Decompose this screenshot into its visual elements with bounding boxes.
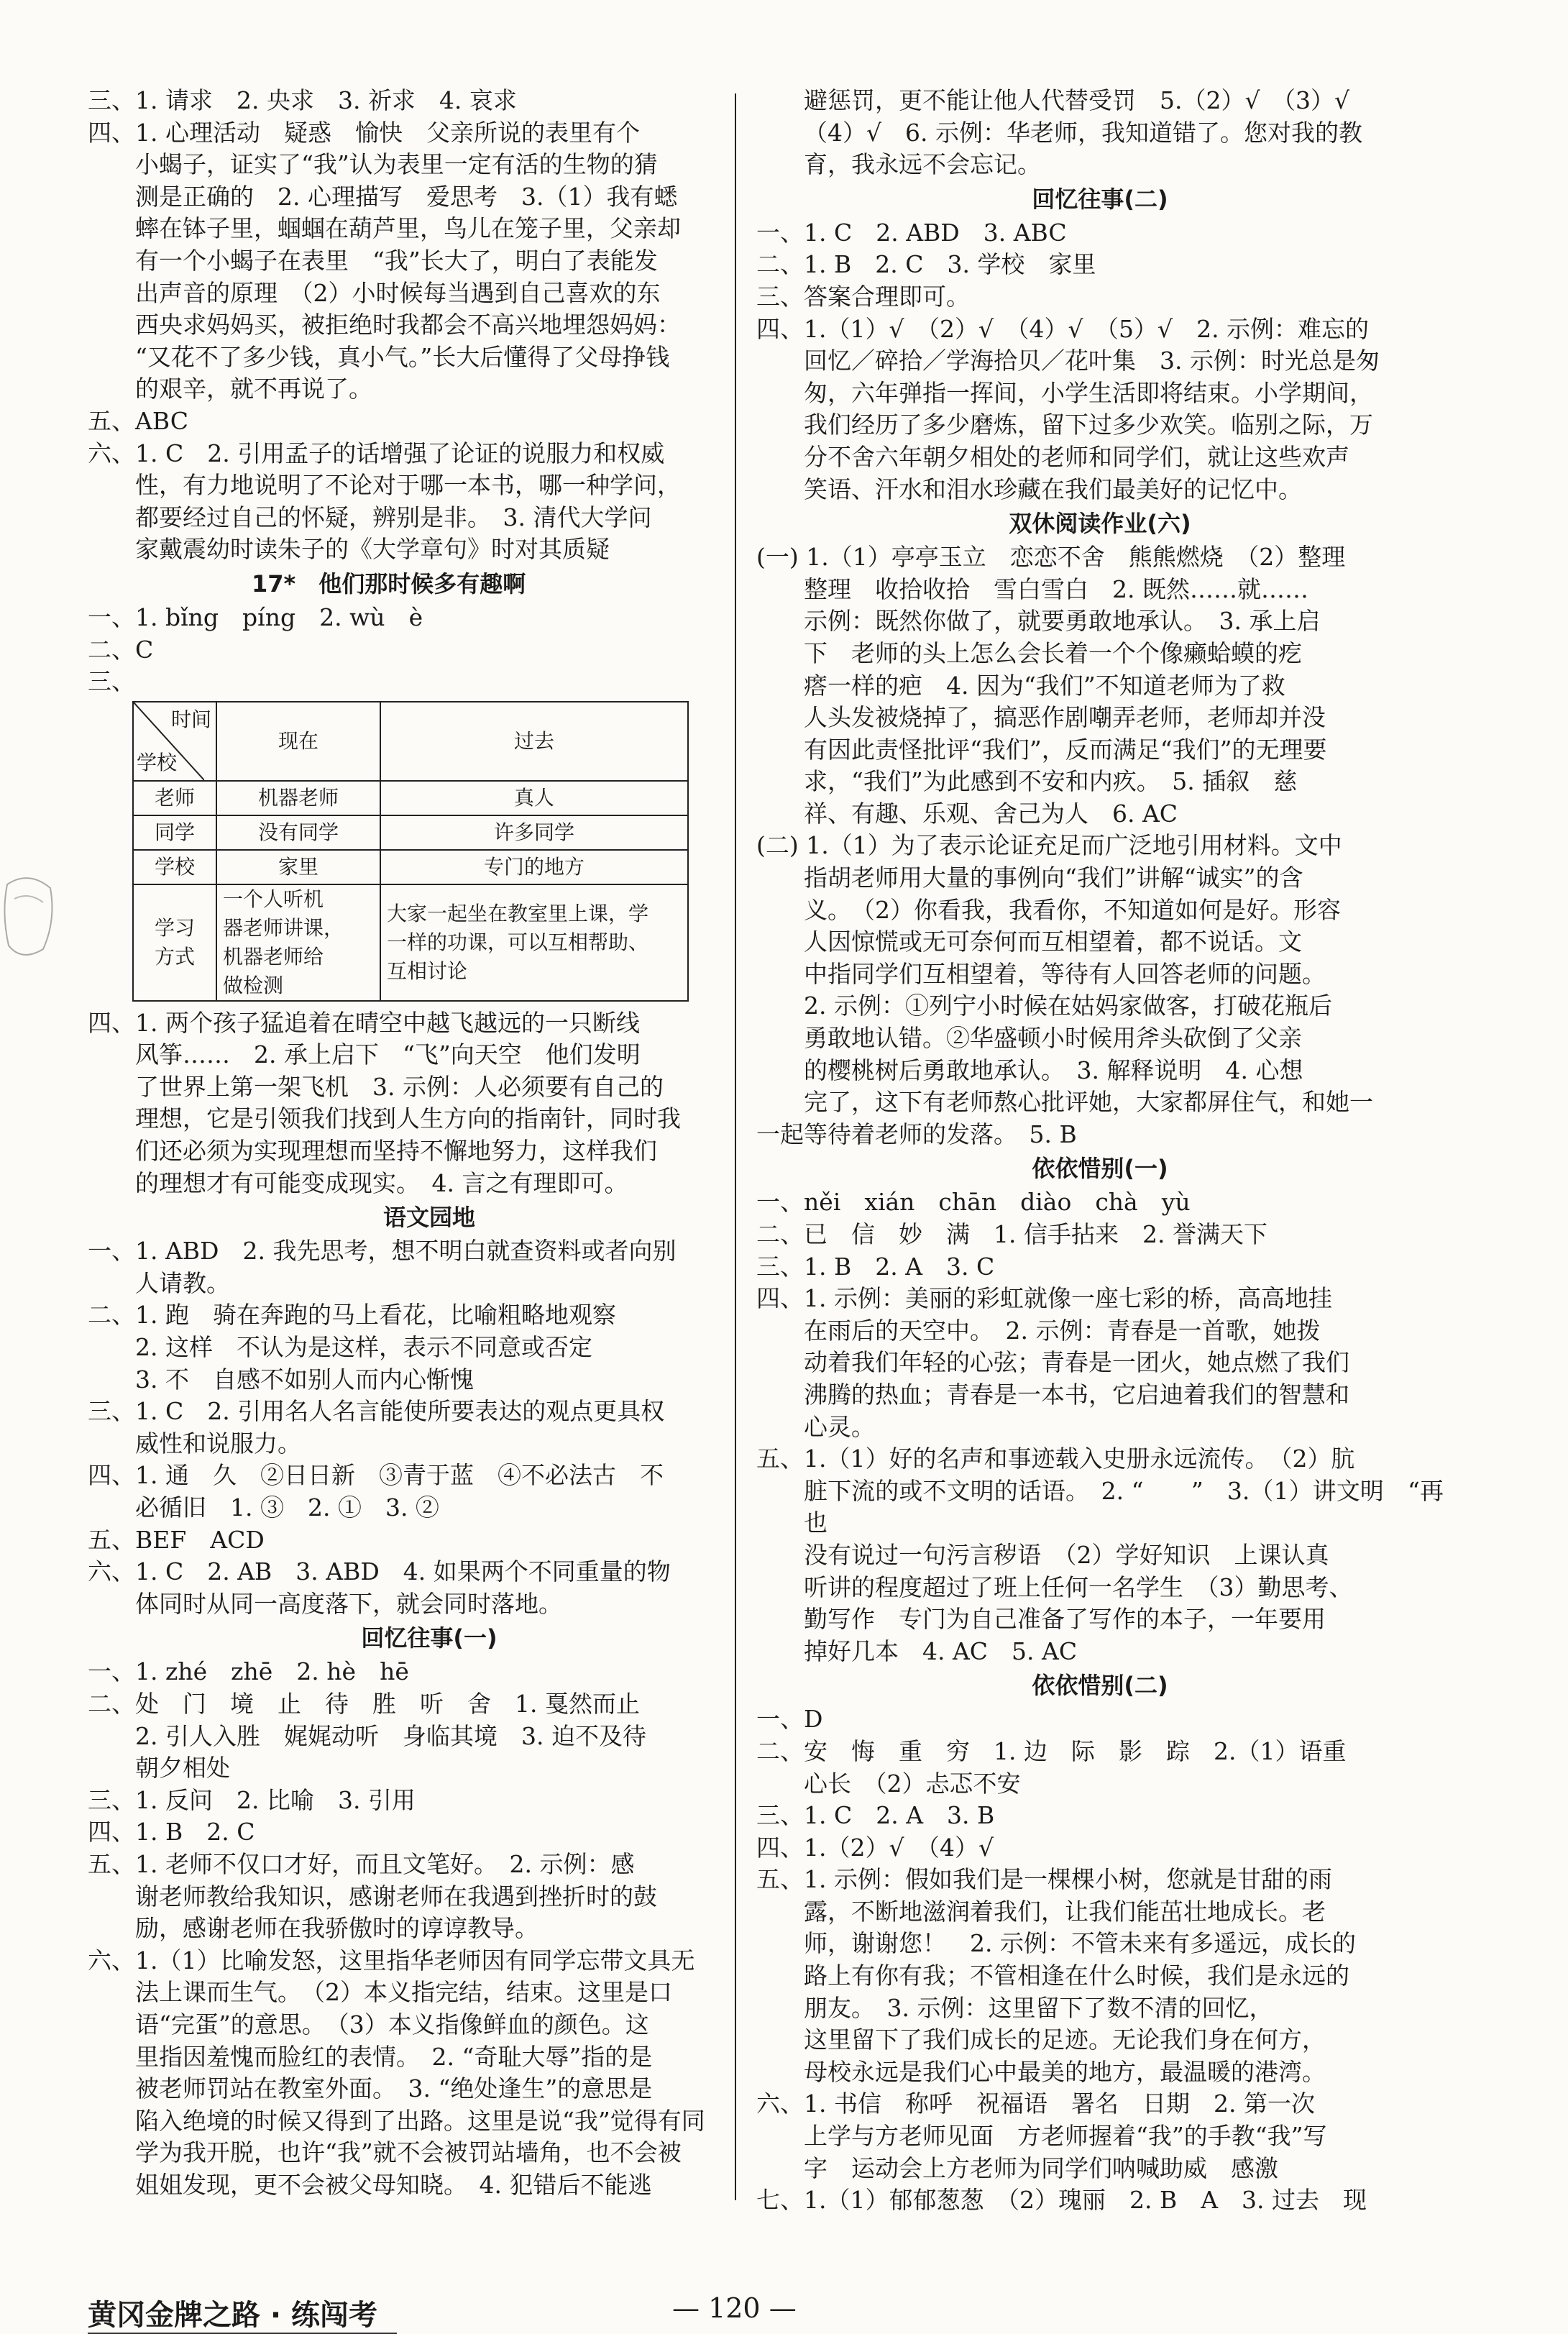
answer-line: 里指因羞愧而脸红的表情。 2. “奇耻大辱”指的是 xyxy=(135,2042,653,2071)
answer-line: 露，不断地滋润着我们，让我们能茁壮地成长。老 xyxy=(804,1897,1326,1926)
right-column xyxy=(756,85,1444,2217)
answer-line: 人请教。 xyxy=(135,1268,230,1297)
answer-line: 掉好几本 4. AC 5. AC xyxy=(804,1637,1078,1665)
side-stamp xyxy=(0,870,58,964)
answer-line: 五、1. 示例：假如我们是一棵棵小树，您就是甘甜的雨 xyxy=(756,1865,1332,1894)
answer-line: （4）√ 6. 示例：华老师，我知道错了。您对我的教 xyxy=(804,118,1362,147)
col-header-now: 现在 xyxy=(216,702,380,781)
answer-line: 一、1. C 2. ABD 3. ABC xyxy=(756,218,1067,247)
answer-line: 一、1. ABD 2. 我先思考，想不明白就查资料或者向别 xyxy=(88,1237,677,1266)
page-number: — 120 — xyxy=(672,2292,797,2324)
cell-line: 机器老师给 xyxy=(223,944,324,969)
left-column xyxy=(88,85,771,2201)
answer-line: 有因此责怪批评“我们”，反而满足“我们”的无理要 xyxy=(804,735,1327,764)
answer-line: “又花不了多少钱，真小气。”长大后懂得了父母挣钱 xyxy=(135,342,670,371)
answer-line: 二、1. B 2. C 3. 学校 家里 xyxy=(756,250,1096,279)
answer-line: 这里留下了我们成长的足迹。无论我们身在何方， xyxy=(804,2026,1326,2054)
answer-line: 下 老师的头上怎么会长着一个个像癞蛤蟆的疙 xyxy=(804,639,1302,667)
answer-line: 二、1. 跑 骑在奔跑的马上看花，比喻粗略地观察 xyxy=(88,1301,616,1330)
cell-now: 机器老师 xyxy=(216,781,380,815)
answer-line: 瘩一样的疤 4. 因为“我们”不知道老师为了救 xyxy=(804,671,1285,700)
answer-line: 母校永远是我们心中最美的地方，最温暖的港湾。 xyxy=(804,2057,1326,2086)
table-row xyxy=(133,781,688,815)
answer-line: 二、已 信 妙 满 1. 信手拈来 2. 誉满天下 xyxy=(756,1220,1267,1248)
lesson-17-title: 17* 他们那时候多有趣啊 xyxy=(252,569,526,598)
row-label: 同学 xyxy=(133,815,216,850)
answers-block-1 xyxy=(88,85,771,566)
answer-line: 回忆／碎拾／学海拾贝／花叶集 3. 示例：时光总是匆 xyxy=(804,347,1380,375)
cell-past xyxy=(380,884,688,1001)
answer-line: 整理 收拾收拾 雪白雪白 2. 既然……就…… xyxy=(804,575,1308,603)
answer-line: 动着我们年轻的心弦；青春是一团火，她点燃了我们 xyxy=(804,1348,1349,1377)
answer-line: 祥、有趣、乐观、舍己为人 6. AC xyxy=(804,799,1178,828)
answer-line: 有一个小蝎子在表里 “我”长大了，明白了表能发 xyxy=(135,246,658,275)
answer-line: 体同时从同一高度落下，就会同时落地。 xyxy=(135,1589,562,1618)
answer-line: 人头发被烧掉了，搞恶作剧嘲弄老师，老师却并没 xyxy=(804,703,1326,732)
answer-line: (一) 1.（1）亭亭玉立 恋恋不舍 熊熊燃烧 （2）整理 xyxy=(756,543,1346,572)
cell-line: 大家一起坐在教室里上课，学 xyxy=(387,901,649,925)
answer-line: 必循旧 1. ③ 2. ① 3. ② xyxy=(135,1493,439,1521)
cell-past: 许多同学 xyxy=(380,815,688,850)
answer-line: 2. 引人入胜 娓娓动听 身临其境 3. 迫不及待 xyxy=(135,1721,646,1750)
answers-block-4 xyxy=(88,1235,771,1620)
answer-line: 三、1. 请求 2. 央求 3. 祈求 4. 哀求 xyxy=(88,86,517,114)
answer-line: 一、něi xián chān diào chà yù xyxy=(756,1188,1191,1217)
col-header-past: 过去 xyxy=(380,702,688,781)
answer-line: 一起等待着老师的发落。 5. B xyxy=(756,1120,1077,1148)
label-line: 学习 xyxy=(154,915,195,940)
answer-line: 中指同学们互相望着，等待有人回答老师的问题。 xyxy=(804,959,1326,988)
answers-block-3 xyxy=(88,1007,771,1200)
answer-line: 语“完蛋”的意思。 （3）本义指像鲜血的颜色。这 xyxy=(135,2010,649,2038)
answer-line: 二、C xyxy=(88,635,154,664)
answer-line: 小蝎子，证实了“我”认为表里一定有活的生物的猜 xyxy=(135,150,658,179)
answers-block-5 xyxy=(88,1656,771,2201)
answer-line: 被老师罚站在教室外面。 3. “绝处逢生”的意思是 xyxy=(135,2074,653,2103)
answer-line: 心灵。 xyxy=(804,1412,875,1441)
answer-line: (二) 1.（1）为了表示论证充足而广泛地引用材料。文中 xyxy=(756,831,1342,860)
cell-line: 一个人听机 xyxy=(223,887,324,911)
answer-line: 五、1. 老师不仅口才好，而且文笔好。 2. 示例：感 xyxy=(88,1849,635,1878)
answer-line: 学为我开脱，也许“我”就不会被罚站墙角，也不会被 xyxy=(135,2138,682,2167)
answer-line: 四、1. B 2. C xyxy=(88,1818,255,1846)
cell-now: 没有同学 xyxy=(216,815,380,850)
answer-line: 听讲的程度超过了班上任何一名学生 （3）勤思考、 xyxy=(804,1573,1353,1601)
answers-block-r3 xyxy=(756,541,1444,1150)
answer-line: 四、1.（1）√ （2）√ （4）√ （5）√ 2. 示例：难忘的 xyxy=(756,314,1370,343)
answer-line: 性，有力地说明了不论对于哪一本书，哪一种学问， xyxy=(135,471,681,500)
answer-line: 了世界上第一架飞机 3. 示例：人必须要有自己的 xyxy=(135,1072,664,1101)
answer-line: 的艰辛，就不再说了。 xyxy=(135,375,372,403)
footer-brand: 黄冈金牌之路 · 练闯考 xyxy=(88,2299,378,2332)
answer-line: 西央求妈妈买，被拒绝时我都会不高兴地埋怨妈妈： xyxy=(135,311,681,339)
section-title-huiyi-1: 回忆往事(一) xyxy=(361,1624,498,1652)
answer-line: 一、1. zhé zhē 2. hè hē xyxy=(88,1657,409,1686)
answer-line: 陷入绝境的时候又得到了出路。这里是说“我”觉得有同 xyxy=(135,2106,705,2135)
answer-line: 路上有你有我；不管相逢在什么时候，我们是永远的 xyxy=(804,1962,1349,1990)
answer-line: 二、安 悔 重 穷 1. 边 际 影 踪 2.（1）语重 xyxy=(756,1736,1347,1765)
answer-line: 五、ABC xyxy=(88,406,188,435)
answer-line: 四、1. 两个孩子猛追着在晴空中越飞越远的一只断线 xyxy=(88,1008,640,1037)
cell-now: 家里 xyxy=(216,850,380,884)
answers-block-r4 xyxy=(756,1186,1444,1667)
cell-past: 专门的地方 xyxy=(380,850,688,884)
section-title-yuwen: 语文园地 xyxy=(382,1204,475,1232)
answer-line: 朝夕相处 xyxy=(135,1754,230,1782)
section-title-yiyi-2: 依依惜别(二) xyxy=(1032,1672,1168,1700)
answer-line: 六、1. C 2. 引用孟子的话增强了论证的说服力和权威 xyxy=(88,439,665,467)
answer-line: 都要经过自己的怀疑，辨别是非。 3. 清代大学问 xyxy=(135,503,652,531)
answer-line: 上学与方老师见面 方老师握着“我”的手教“我”写 xyxy=(804,2122,1327,2151)
answer-line: 四、1. 示例：美丽的彩虹就像一座七彩的桥，高高地挂 xyxy=(756,1284,1332,1313)
answer-line: 示例：既然你做了，就要勇敢地承认。 3. 承上启 xyxy=(804,607,1321,636)
answer-line: 五、BEF ACD xyxy=(88,1525,265,1554)
label-line: 方式 xyxy=(154,944,195,969)
section-title-huiyi-2: 回忆往事(二) xyxy=(1032,185,1168,213)
answer-line: 六、1.（1）比喻发怒，这里指华老师因有同学忘带文具无 xyxy=(88,1946,695,1974)
answer-line: 四、1. 通 久 ②日日新 ③青于蓝 ④不必法古 不 xyxy=(88,1461,664,1490)
answers-block-r5 xyxy=(756,1703,1444,2217)
answer-line: 人因惊慌或无可奈何而互相望着，都不说话。文 xyxy=(804,928,1302,956)
answer-line: 匆，六年弹指一挥间，小学生活即将结束。小学期间， xyxy=(804,378,1373,407)
answer-line: 测是正确的 2. 心理描写 爱思考 3.（1）我有蟋 xyxy=(135,182,678,211)
answer-line: 心长 （2）忐忑不安 xyxy=(804,1769,1021,1798)
answer-line: 们还必须为实现理想而坚持不懈地努力，这样我们 xyxy=(135,1137,657,1166)
answer-line: 七、1.（1）郁郁葱葱 （2）瑰丽 2. B A 3. 过去 现 xyxy=(756,2186,1367,2215)
answer-line: 姐姐发现，更不会被父母知晓。 4. 犯错后不能逃 xyxy=(135,2170,652,2199)
answer-line: 一、1. bǐng píng 2. wù è xyxy=(88,603,423,631)
answers-block-2 xyxy=(88,602,771,698)
diag-bottom-label: 学校 xyxy=(137,750,178,774)
answer-line: 沸腾的热血；青春是一本书，它启迪着我们的智慧和 xyxy=(804,1380,1349,1409)
cell-line: 一样的功课，可以互相帮助、 xyxy=(387,930,649,954)
answer-line: 三、1. B 2. A 3. C xyxy=(756,1252,995,1281)
cell-now xyxy=(216,884,380,1001)
cell-past: 真人 xyxy=(380,781,688,815)
answer-line: 师，谢谢您！ 2. 示例：不管未来有多遥远，成长的 xyxy=(804,1929,1356,1958)
table-row xyxy=(133,884,688,1001)
answer-line: 出声音的原理 （2）小时候每当遇到自己喜欢的东 xyxy=(135,278,661,307)
comparison-table xyxy=(132,701,689,1002)
answer-line: 三、1. C 2. A 3. B xyxy=(756,1801,995,1830)
table-diagonal-header xyxy=(133,702,216,781)
answer-line: 义。 （2）你看我，我看你，不知道如何是好。形容 xyxy=(804,895,1341,924)
answer-line: 勤写作 专门为自己准备了写作的本子，一年要用 xyxy=(804,1605,1326,1634)
answer-line: 蟀在钵子里，蝈蝈在葫芦里，鸟儿在笼子里，父亲却 xyxy=(135,214,681,243)
answer-line: 我们经历了多少磨炼，留下过多少欢笑。临别之际，万 xyxy=(804,411,1373,439)
answer-line: 指胡老师用大量的事例向“我们”讲解“诚实”的含 xyxy=(804,864,1303,892)
cell-line: 做检测 xyxy=(223,973,284,997)
answer-line: 法上课而生气。 （2）本义指完结，结束。这里是口 xyxy=(135,1978,672,2007)
answer-line: 的理想才有可能变成现实。 4. 言之有理即可。 xyxy=(135,1168,628,1197)
answer-line: 没有说过一句污言秽语 （2）学好知识 上课认真 xyxy=(804,1540,1329,1569)
answers-block-r1 xyxy=(756,85,1444,181)
row-label: 老师 xyxy=(133,781,216,815)
answer-line: 字 运动会上方老师为同学们呐喊助威 感激 xyxy=(804,2154,1278,2182)
answer-line: 3. 不 自感不如别人而内心惭愧 xyxy=(135,1365,474,1393)
answer-line: 2. 这样 不认为是这样，表示不同意或否定 xyxy=(135,1333,592,1362)
answer-line: 谢老师教给我知识，感谢老师在我遇到挫折时的鼓 xyxy=(135,1882,657,1910)
answer-line: 育，我永远不会忘记。 xyxy=(804,150,1041,179)
answer-line: 五、1.（1）好的名声和事迹载入史册永远流传。 （2）肮 xyxy=(756,1445,1355,1473)
answer-line: 四、1. 心理活动 疑惑 愉快 父亲所说的表里有个 xyxy=(88,118,640,147)
answer-line: 六、1. C 2. AB 3. ABD 4. 如果两个不同重量的物 xyxy=(88,1557,671,1586)
answer-line: 三、答案合理即可。 xyxy=(756,282,970,311)
answer-line: 分不舍六年朝夕相处的老师和同学们，就让这些欢声 xyxy=(804,442,1349,471)
row-label: 学校 xyxy=(133,850,216,884)
answer-line: 三、 xyxy=(88,667,135,696)
table-row xyxy=(133,815,688,850)
answer-line: 二、处 门 境 止 待 胜 听 舍 1. 戛然而止 xyxy=(88,1689,640,1718)
answer-line: 笑语、汗水和泪水珍藏在我们最美好的记忆中。 xyxy=(804,475,1302,503)
answer-line: 理想，它是引领我们找到人生方向的指南针，同时我 xyxy=(135,1104,681,1133)
answer-line: 朋友。 3. 示例：这里留下了数不清的回忆， xyxy=(804,1993,1273,2022)
answer-line: 勇敢地认错。②华盛顿小时候用斧头砍倒了父亲 xyxy=(804,1024,1302,1053)
answer-line: 求，“我们”为此感到不安和内疚。 5. 插叙 慈 xyxy=(804,767,1298,796)
answer-line: 励，感谢老师在我骄傲时的谆谆教导。 xyxy=(135,1914,538,1943)
answer-line: 威性和说服力。 xyxy=(135,1429,301,1457)
diag-top-label: 时间 xyxy=(170,707,211,731)
section-title-shuangxiu: 双休阅读作业(六) xyxy=(1009,510,1191,538)
row-label xyxy=(133,884,216,1001)
answer-line: 风筝…… 2. 承上启下 “飞”向天空 他们发明 xyxy=(135,1040,641,1069)
cell-line: 器老师讲课， xyxy=(223,915,344,940)
answer-line: 2. 示例：①列宁小时候在姑妈家做客，打破花瓶后 xyxy=(804,992,1332,1020)
cell-line: 互相讨论 xyxy=(387,958,468,983)
answer-line: 在雨后的天空中。 2. 示例：青春是一首歌，她拨 xyxy=(804,1316,1321,1345)
answer-line: 三、1. C 2. 引用名人名言能使所要表达的观点更具权 xyxy=(88,1397,665,1426)
answer-line: 三、1. 反问 2. 比喻 3. 引用 xyxy=(88,1785,416,1814)
section-title-yiyi-1: 依依惜别(一) xyxy=(1032,1155,1168,1183)
answers-block-r2 xyxy=(756,217,1444,505)
answer-line: 家戴震幼时读朱子的《大学章句》时对其质疑 xyxy=(135,535,610,564)
answer-line: 脏下流的或不文明的话语。 2. “ ” 3.（1）讲文明 “再也 xyxy=(804,1476,1444,1537)
answer-line: 的樱桃树后勇敢地承认。 3. 解释说明 4. 心想 xyxy=(804,1056,1303,1084)
answer-line: 避惩罚，更不能让他人代替受罚 5.（2）√ （3）√ xyxy=(804,86,1350,114)
answer-line: 六、1. 书信 称呼 祝福语 署名 日期 2. 第一次 xyxy=(756,2090,1315,2118)
answer-line: 一、D xyxy=(756,1705,823,1734)
table-row xyxy=(133,850,688,884)
answer-line: 四、1.（2）√ （4）√ xyxy=(756,1833,994,1862)
answer-line: 完了，这下有老师熬心批评她，大家都屏住气，和她一 xyxy=(804,1088,1373,1117)
